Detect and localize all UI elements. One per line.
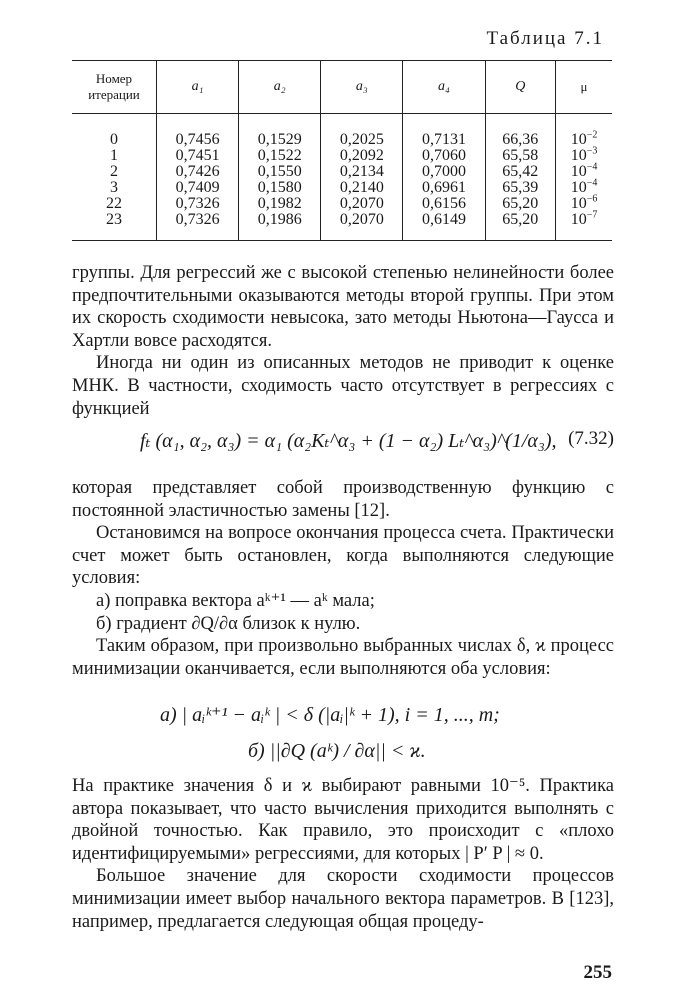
header-mu: μ	[556, 61, 612, 114]
cell-a2: 0,1529	[239, 114, 321, 149]
table-row	[72, 148, 612, 164]
cell-a1: 0,7426	[157, 164, 239, 180]
table-row	[72, 212, 612, 241]
mu-exponent: −2	[586, 129, 598, 141]
cell-a2: 0,1550	[239, 164, 321, 180]
header-iteration: Номер итерации	[72, 61, 157, 114]
cell-iteration: 23	[72, 212, 157, 241]
cell-iteration: 3	[110, 179, 118, 196]
cell-a4: 0,7131	[403, 114, 485, 149]
table-row	[72, 114, 612, 149]
cell-a4: 0,6961	[403, 180, 485, 196]
cell-a3: 0,2070	[321, 196, 403, 212]
cell-mu	[556, 177, 612, 196]
paragraph-1: группы. Для регрессий же с высокой степенью нелинейности более предпочтительными оказываются методы второй группы. При этом их скорость сходимости невысока, зато методы Ньютона—Гаусса и Хартли вовсе расходятся.	[72, 263, 614, 351]
table-row	[72, 180, 612, 196]
mu-exponent: −3	[586, 145, 598, 157]
cell-q: 65,20	[485, 196, 556, 212]
cell-iteration: 1	[110, 147, 118, 164]
cell-a3: 0,2070	[321, 212, 403, 241]
cell-a3: 0,2134	[321, 164, 403, 180]
formula-condition-b: б) ||∂Q (aᵏ) / ∂α|| < ϰ.	[248, 740, 426, 762]
mu-base: 10	[570, 179, 587, 196]
header-a1: a₁	[157, 61, 239, 114]
cell-a4: 0,6149	[403, 212, 485, 241]
cell-a4: 0,6156	[403, 196, 485, 212]
cell-q: 65,58	[485, 148, 556, 164]
mu-exponent: −4	[586, 177, 598, 189]
cell-a1: 0,7326	[157, 212, 239, 241]
paragraph-4: Остановимся на вопросе окончания процесса счета. Практически счет может быть остановлен, когда выполняются следующие условия:	[72, 523, 614, 589]
table-row	[72, 164, 612, 180]
cell-a2: 0,1522	[239, 148, 321, 164]
table-caption: Таблица 7.1	[486, 28, 604, 49]
mu-base: 10	[570, 211, 587, 228]
mu-base: 10	[570, 131, 587, 148]
cell-a1: 0,7409	[157, 180, 239, 196]
formula-condition-a: а) | aᵢᵏ⁺¹ − aᵢᵏ | < δ (|aᵢ|ᵏ + 1), i = 1, ..., m;	[160, 704, 500, 726]
cell-iteration: 0	[110, 131, 118, 148]
cell-mu	[556, 161, 612, 180]
header-a4: a₄	[403, 61, 485, 114]
cell-a3: 0,2025	[321, 114, 403, 149]
cell-q: 65,42	[485, 164, 556, 180]
mu-exponent: −7	[586, 209, 598, 221]
cell-a2: 0,1580	[239, 180, 321, 196]
mu-base: 10	[570, 163, 587, 180]
cell-q: 65,20	[485, 212, 556, 241]
cell-a1: 0,7456	[157, 114, 239, 149]
cell-a1: 0,7451	[157, 148, 239, 164]
mu-exponent: −6	[586, 193, 598, 205]
header-a3: a₃	[321, 61, 403, 114]
page-number: 255	[583, 962, 612, 983]
formula-7-32: fₜ (α₁, α₂, α₃) = α₁ (α₂Kₜ^α₃ + (1 − α₂) Lₜ^α₃)^(1/α₃),	[140, 430, 557, 452]
equation-number: (7.32)	[568, 428, 614, 449]
body-text-bottom	[72, 775, 614, 933]
cell-a4: 0,7000	[403, 164, 485, 180]
cell-iteration: 22	[106, 195, 122, 212]
paragraph-2: Иногда ни один из описанных методов не приводит к оценке МНК. В частности, сходимость часто отсутствует в регрессиях с функцией	[72, 353, 614, 419]
mu-base: 10	[570, 195, 587, 212]
table-header-row	[72, 61, 612, 114]
paragraph-3: которая представляет собой производственную функцию с постоянной эластичностью замены [12].	[72, 478, 614, 521]
cell-mu	[556, 114, 612, 149]
cell-a3: 0,2092	[321, 148, 403, 164]
iterations-table	[72, 60, 612, 241]
paragraph-7: Большое значение для скорости сходимости процессов минимизации имеет выбор начального вектора параметров. В [123], например, предлагается следующая общая процеду-	[72, 866, 614, 932]
paragraph-5: Таким образом, при произвольно выбранных числах δ, ϰ процесс минимизации оканчивается, если выполняются оба условия:	[72, 636, 614, 679]
cell-mu	[556, 193, 612, 212]
cell-mu	[556, 145, 612, 164]
header-a2: a₂	[239, 61, 321, 114]
cell-a4: 0,7060	[403, 148, 485, 164]
cell-q: 65,39	[485, 180, 556, 196]
header-q: Q	[485, 61, 556, 114]
cell-a3: 0,2140	[321, 180, 403, 196]
cell-a1: 0,7326	[157, 196, 239, 212]
condition-a: а) поправка вектора aᵏ⁺¹ — aᵏ мала;	[96, 590, 375, 611]
table-row	[72, 196, 612, 212]
cell-mu	[556, 209, 612, 241]
cell-a2: 0,1982	[239, 196, 321, 212]
cell-q: 66,36	[485, 114, 556, 149]
mu-base: 10	[570, 147, 587, 164]
paragraph-6: На практике значения δ и ϰ выбирают равными 10⁻⁵. Практика автора показывает, что часто вычисления приходится выполнять с двойной точностью. Как правило, это происходит с «плохо идентифицируемыми» регрессиями, для которых | P′ P | ≈ 0.	[72, 776, 614, 864]
cell-iteration: 2	[110, 163, 118, 180]
body-text-middle	[72, 477, 614, 680]
condition-b: б) градиент ∂Q/∂α близок к нулю.	[96, 613, 361, 634]
mu-exponent: −4	[586, 161, 598, 173]
cell-a2: 0,1986	[239, 212, 321, 241]
body-text-top	[72, 262, 614, 420]
